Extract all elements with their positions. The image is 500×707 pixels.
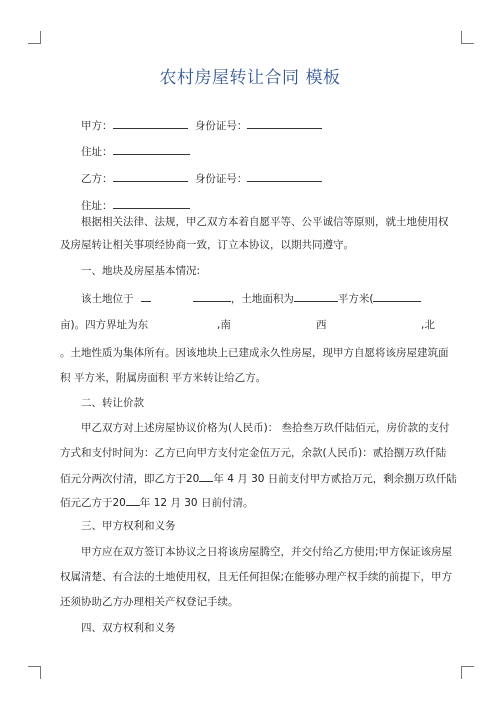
s1-l2-south: ,南 xyxy=(217,319,231,331)
section-2-line-4 xyxy=(60,494,253,510)
section-2-line-1: 甲乙双方对上述房屋协议价格为(人民币)： 叁拾叁万玖仟陆佰元，房价款的支付 xyxy=(81,422,450,434)
party-b-address-blank xyxy=(113,197,190,209)
intro-line-2: 及房屋转让相关事项经协商一致，订立本协议，以期共同遵守。 xyxy=(60,239,354,251)
section-3-line-3: 还须协助乙方办理相关产权登记手续。 xyxy=(60,596,239,608)
section-3-heading: 三、甲方权利和义务 xyxy=(81,520,176,532)
party-b-id-label: 身份证号： xyxy=(194,173,248,185)
section-2-heading: 二、转让价款 xyxy=(81,397,144,409)
party-a-address-row xyxy=(81,143,190,159)
party-b-row xyxy=(81,170,322,186)
section-1-line-1 xyxy=(81,290,421,306)
section-4-heading: 四、双方权利和义务 xyxy=(81,622,176,634)
s1-l2-east: 亩)。四方界址为东 xyxy=(60,319,149,331)
party-b-address-label: 住址： xyxy=(81,200,113,212)
party-b-label: 乙方： xyxy=(81,173,113,185)
section-3-line-2: 权属清楚、有合法的土地使用权，且无任何担保;在能够办理产权手续的前提下，甲方 xyxy=(60,571,453,583)
section-2-line-3 xyxy=(60,470,457,486)
party-a-id-blank xyxy=(247,117,322,129)
crop-mark-bottom-right xyxy=(461,666,474,679)
s1-l2-north: ,北 xyxy=(421,319,435,331)
party-b-blank xyxy=(113,170,188,182)
year-blank-2 xyxy=(126,494,140,506)
document-title: 农村房屋转让合同 模板 xyxy=(159,68,341,88)
s2-l3-text-a: 佰元分两次付清，即乙方于 xyxy=(60,473,186,485)
s2-l4-text-c: 年 12 月 30 日前付清。 xyxy=(139,497,254,509)
s2-l4-year-prefix: 20 xyxy=(112,497,126,509)
party-b-id-blank xyxy=(247,170,322,182)
year-blank-1 xyxy=(199,470,213,482)
location-blank-b xyxy=(193,290,231,302)
section-2-line-2: 方式和支付时间为：乙方已向甲方支付定金伍万元，余款(人民币)：贰拾捌万玖仟陆 xyxy=(60,447,447,459)
mu-blank xyxy=(373,290,421,302)
location-blank-a xyxy=(141,290,151,302)
s2-l3-text-c: 年 4 月 30 日前支付甲方贰拾万元，剩余捌万玖仟陆 xyxy=(213,473,457,485)
party-a-address-blank xyxy=(113,143,190,155)
party-a-row xyxy=(81,117,322,133)
s1-l1-text-a: 该土地位于 xyxy=(81,293,134,305)
section-1-line-3: 。土地性质为集体所有。因该地块上已建成永久性房屋，现甲方自愿将该房屋建筑面 xyxy=(60,347,449,359)
party-a-address-label: 住址： xyxy=(81,146,113,158)
party-a-label: 甲方： xyxy=(81,120,113,132)
party-a-id-label: 身份证号： xyxy=(194,120,248,132)
section-1-heading: 一、地块及房屋基本情况: xyxy=(81,265,201,277)
intro-line-1: 根据相关法律、法规，甲乙双方本着自愿平等、公平诚信等原则，就土地使用权 xyxy=(81,216,449,228)
crop-mark-bottom-left xyxy=(28,666,41,679)
s1-l1-text-c: 平方米( xyxy=(337,293,374,305)
section-1-line-4: 积 平方米，附属房面积 平方米转让给乙方。 xyxy=(60,372,267,384)
land-area-blank xyxy=(294,290,338,302)
party-b-address-row xyxy=(81,197,190,213)
crop-mark-top-left xyxy=(28,31,41,44)
party-a-blank xyxy=(113,117,188,129)
s2-l4-text-a: 佰元乙方于 xyxy=(60,497,113,509)
s1-l1-text-b: ，土地面积为 xyxy=(230,293,294,305)
section-3-line-1: 甲方应在双方签订本协议之日将该房屋腾空，并交付给乙方使用;甲方保证该房屋 xyxy=(81,546,453,558)
crop-mark-top-right xyxy=(461,31,474,44)
section-1-line-2 xyxy=(60,318,435,332)
s2-l3-year-prefix: 20 xyxy=(186,473,200,485)
s1-l2-west: 西 xyxy=(316,319,327,331)
